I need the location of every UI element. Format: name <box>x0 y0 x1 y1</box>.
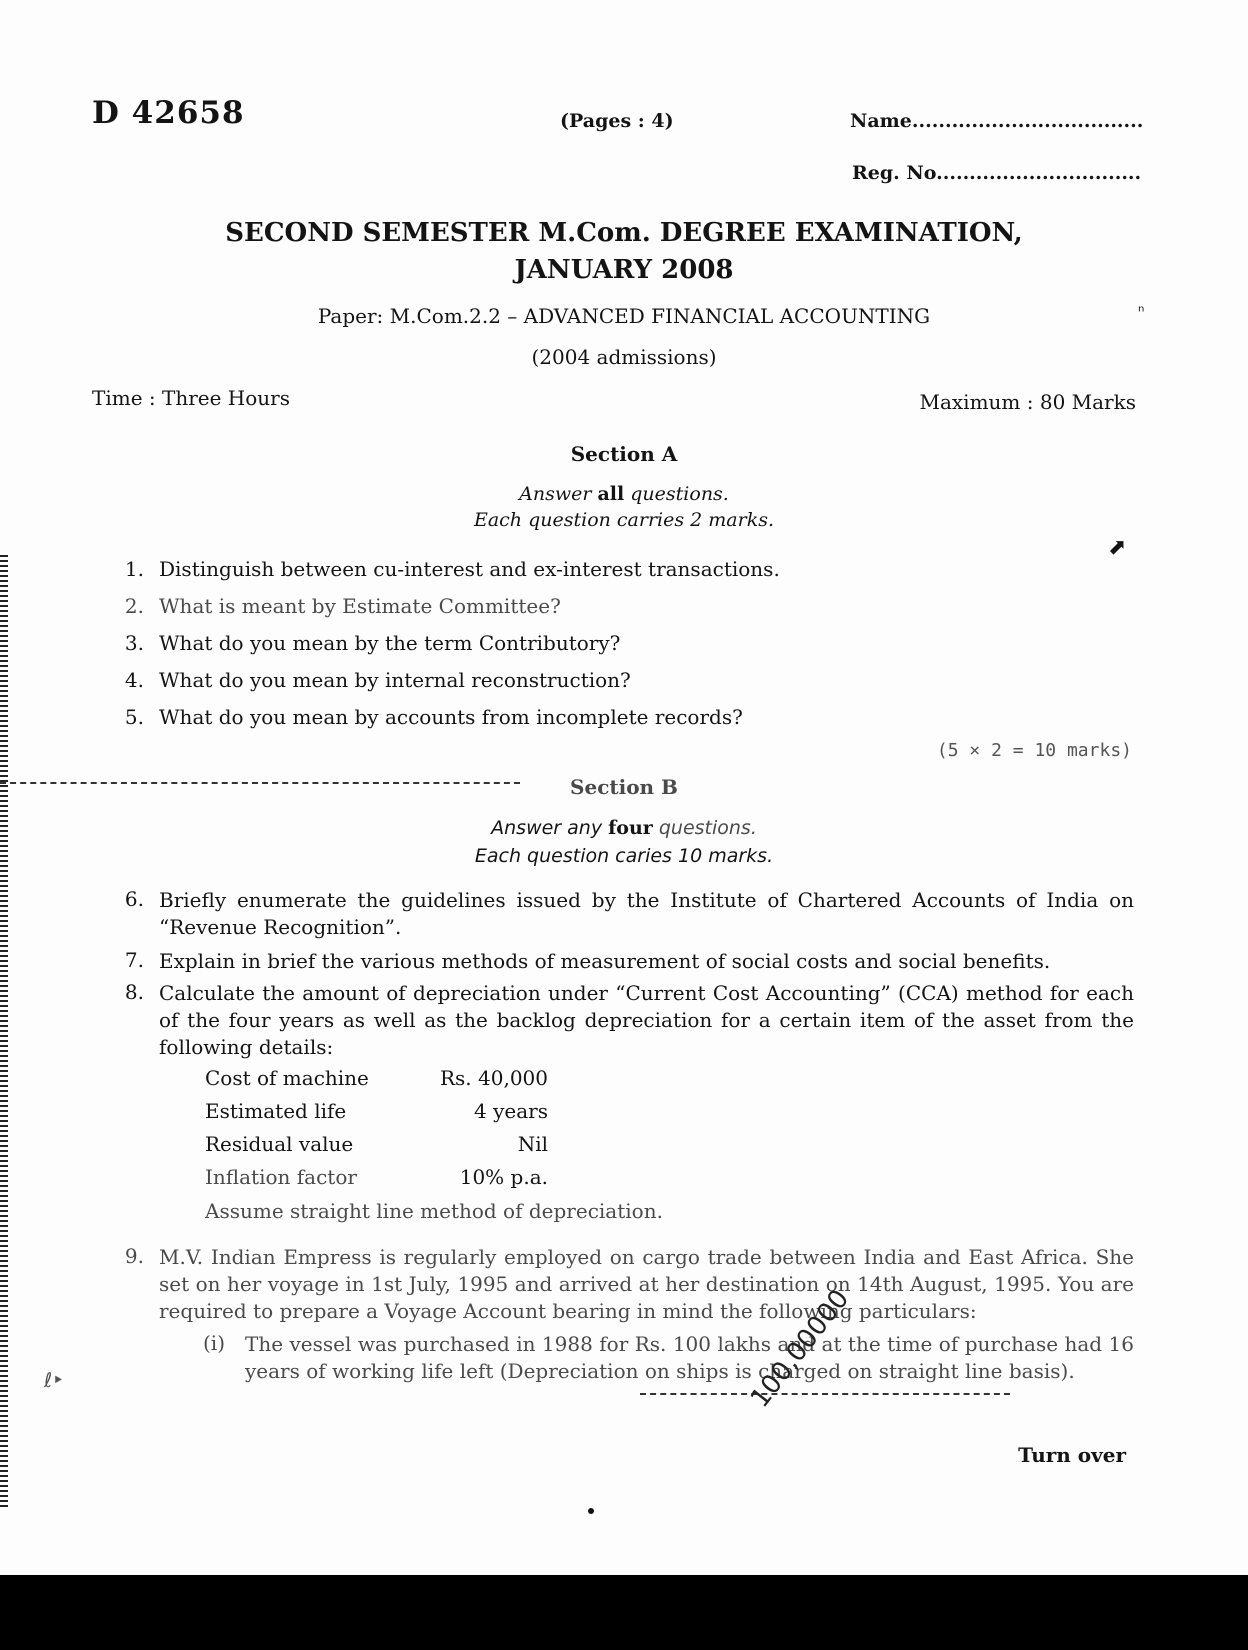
sub-item-text: The vessel was purchased in 1988 for Rs. 100 lakhs and at the time of purchase had 16 years of working life left (Depreciation on ships is charged on straight line basis). <box>245 1332 1134 1383</box>
question-text: What do you mean by internal reconstruction? <box>159 668 631 692</box>
question-number: 3. <box>124 631 144 655</box>
question-text: Briefly enumerate the guidelines issued by the Institute of Chartered Accounts of India on “Revenue Recognition”. <box>159 888 1134 939</box>
question-text: Explain in brief the various methods of measurement of social costs and social benefits. <box>159 949 1051 973</box>
question-text: M.V. Indian Empress is regularly employed on cargo trade between India and East Africa. She set on her voyage in 1st July, 1995 and arrived at her destination on 14th August, 1995. You are required to prepare a Voyage Account bearing in mind the following particulars: <box>159 1245 1134 1323</box>
corner-mark: ⁿ <box>1138 302 1145 321</box>
question-text: What do you mean by accounts from incomplete records? <box>159 705 743 729</box>
detail-value: 4 years <box>474 1099 548 1123</box>
detail-label: Residual value <box>205 1132 354 1156</box>
reg-no-label: Reg. No <box>852 162 937 184</box>
reg-no-dots: ............................... <box>936 162 1142 184</box>
section-b-heading: Section B <box>570 775 678 799</box>
detail-value: Rs. 40,000 <box>439 1066 548 1090</box>
question-number: 9. <box>124 1244 144 1268</box>
scan-dash-line <box>640 1393 1010 1395</box>
question-number: 7. <box>124 948 144 972</box>
question-text: Distinguish between cu-interest and ex-interest transactions. <box>159 557 780 581</box>
question-number: 2. <box>124 594 144 618</box>
section-a-instruction <box>0 483 1248 505</box>
name-dots: ................................... <box>911 110 1144 132</box>
instruction-text: Answer <box>519 483 598 505</box>
sub-item-number: (i) <box>203 1331 226 1355</box>
instruction-text: questions. <box>652 817 757 839</box>
handwritten-note: 100,00000 <box>745 1284 856 1414</box>
instruction-text: Answer any <box>491 817 609 839</box>
question-number: 5. <box>124 705 144 729</box>
section-b-marks-instruction: Each question caries 10 marks. <box>474 845 774 867</box>
scan-edge-artifact <box>0 555 8 1510</box>
paper-title: Paper: M.Com.2.2 – ADVANCED FINANCIAL ACCOUNTING <box>317 304 931 328</box>
detail-value: 10% p.a. <box>459 1165 548 1189</box>
instruction-emphasis: all <box>597 483 625 505</box>
assumption-note: Assume straight line method of depreciation. <box>205 1199 663 1223</box>
paper-code: D 42658 <box>92 95 245 131</box>
section-b-instruction <box>0 817 1248 839</box>
instruction-text: questions. <box>624 483 729 505</box>
detail-value: Nil <box>517 1132 548 1156</box>
question-text: What do you mean by the term Contributory? <box>159 631 621 655</box>
detail-label: Estimated life <box>205 1099 347 1123</box>
detail-label: Cost of machine <box>205 1066 369 1090</box>
section-a-marks: (5 × 2 = 10 marks) <box>936 740 1132 761</box>
margin-mark: ℓ‣ <box>44 1368 65 1392</box>
reg-no-field <box>852 162 1141 184</box>
question-text: Calculate the amount of depreciation under “Current Cost Accounting” (CCA) method for each of the four years as well as the backlog depreciation for a certain item of the asset from the following details: <box>159 981 1134 1059</box>
question-number: 6. <box>124 887 144 911</box>
detail-label: Inflation factor <box>205 1165 357 1189</box>
maximum-marks: Maximum : 80 Marks <box>919 390 1136 414</box>
question-number: 1. <box>124 557 144 581</box>
instruction-emphasis: four <box>608 817 653 839</box>
question-text: What is meant by Estimate Committee? <box>159 594 561 618</box>
scan-bottom-border <box>0 1575 1248 1650</box>
name-label: Name <box>850 110 912 132</box>
section-a-marks-instruction: Each question carries 2 marks. <box>473 509 775 531</box>
scan-dot <box>588 1508 594 1514</box>
exam-time: Time : Three Hours <box>92 386 290 410</box>
admissions: (2004 admissions) <box>531 345 717 369</box>
exam-date: JANUARY 2008 <box>514 255 734 285</box>
section-a-heading: Section A <box>570 442 678 466</box>
cursor-mark: ⬈ <box>1108 535 1127 560</box>
exam-title: SECOND SEMESTER M.Com. DEGREE EXAMINATION, <box>225 218 1023 248</box>
question-number: 8. <box>124 980 144 1004</box>
page-count: (Pages : 4) <box>560 110 674 132</box>
name-field <box>850 110 1143 132</box>
question-number: 4. <box>124 668 144 692</box>
turn-over-label: Turn over <box>1018 1443 1126 1467</box>
